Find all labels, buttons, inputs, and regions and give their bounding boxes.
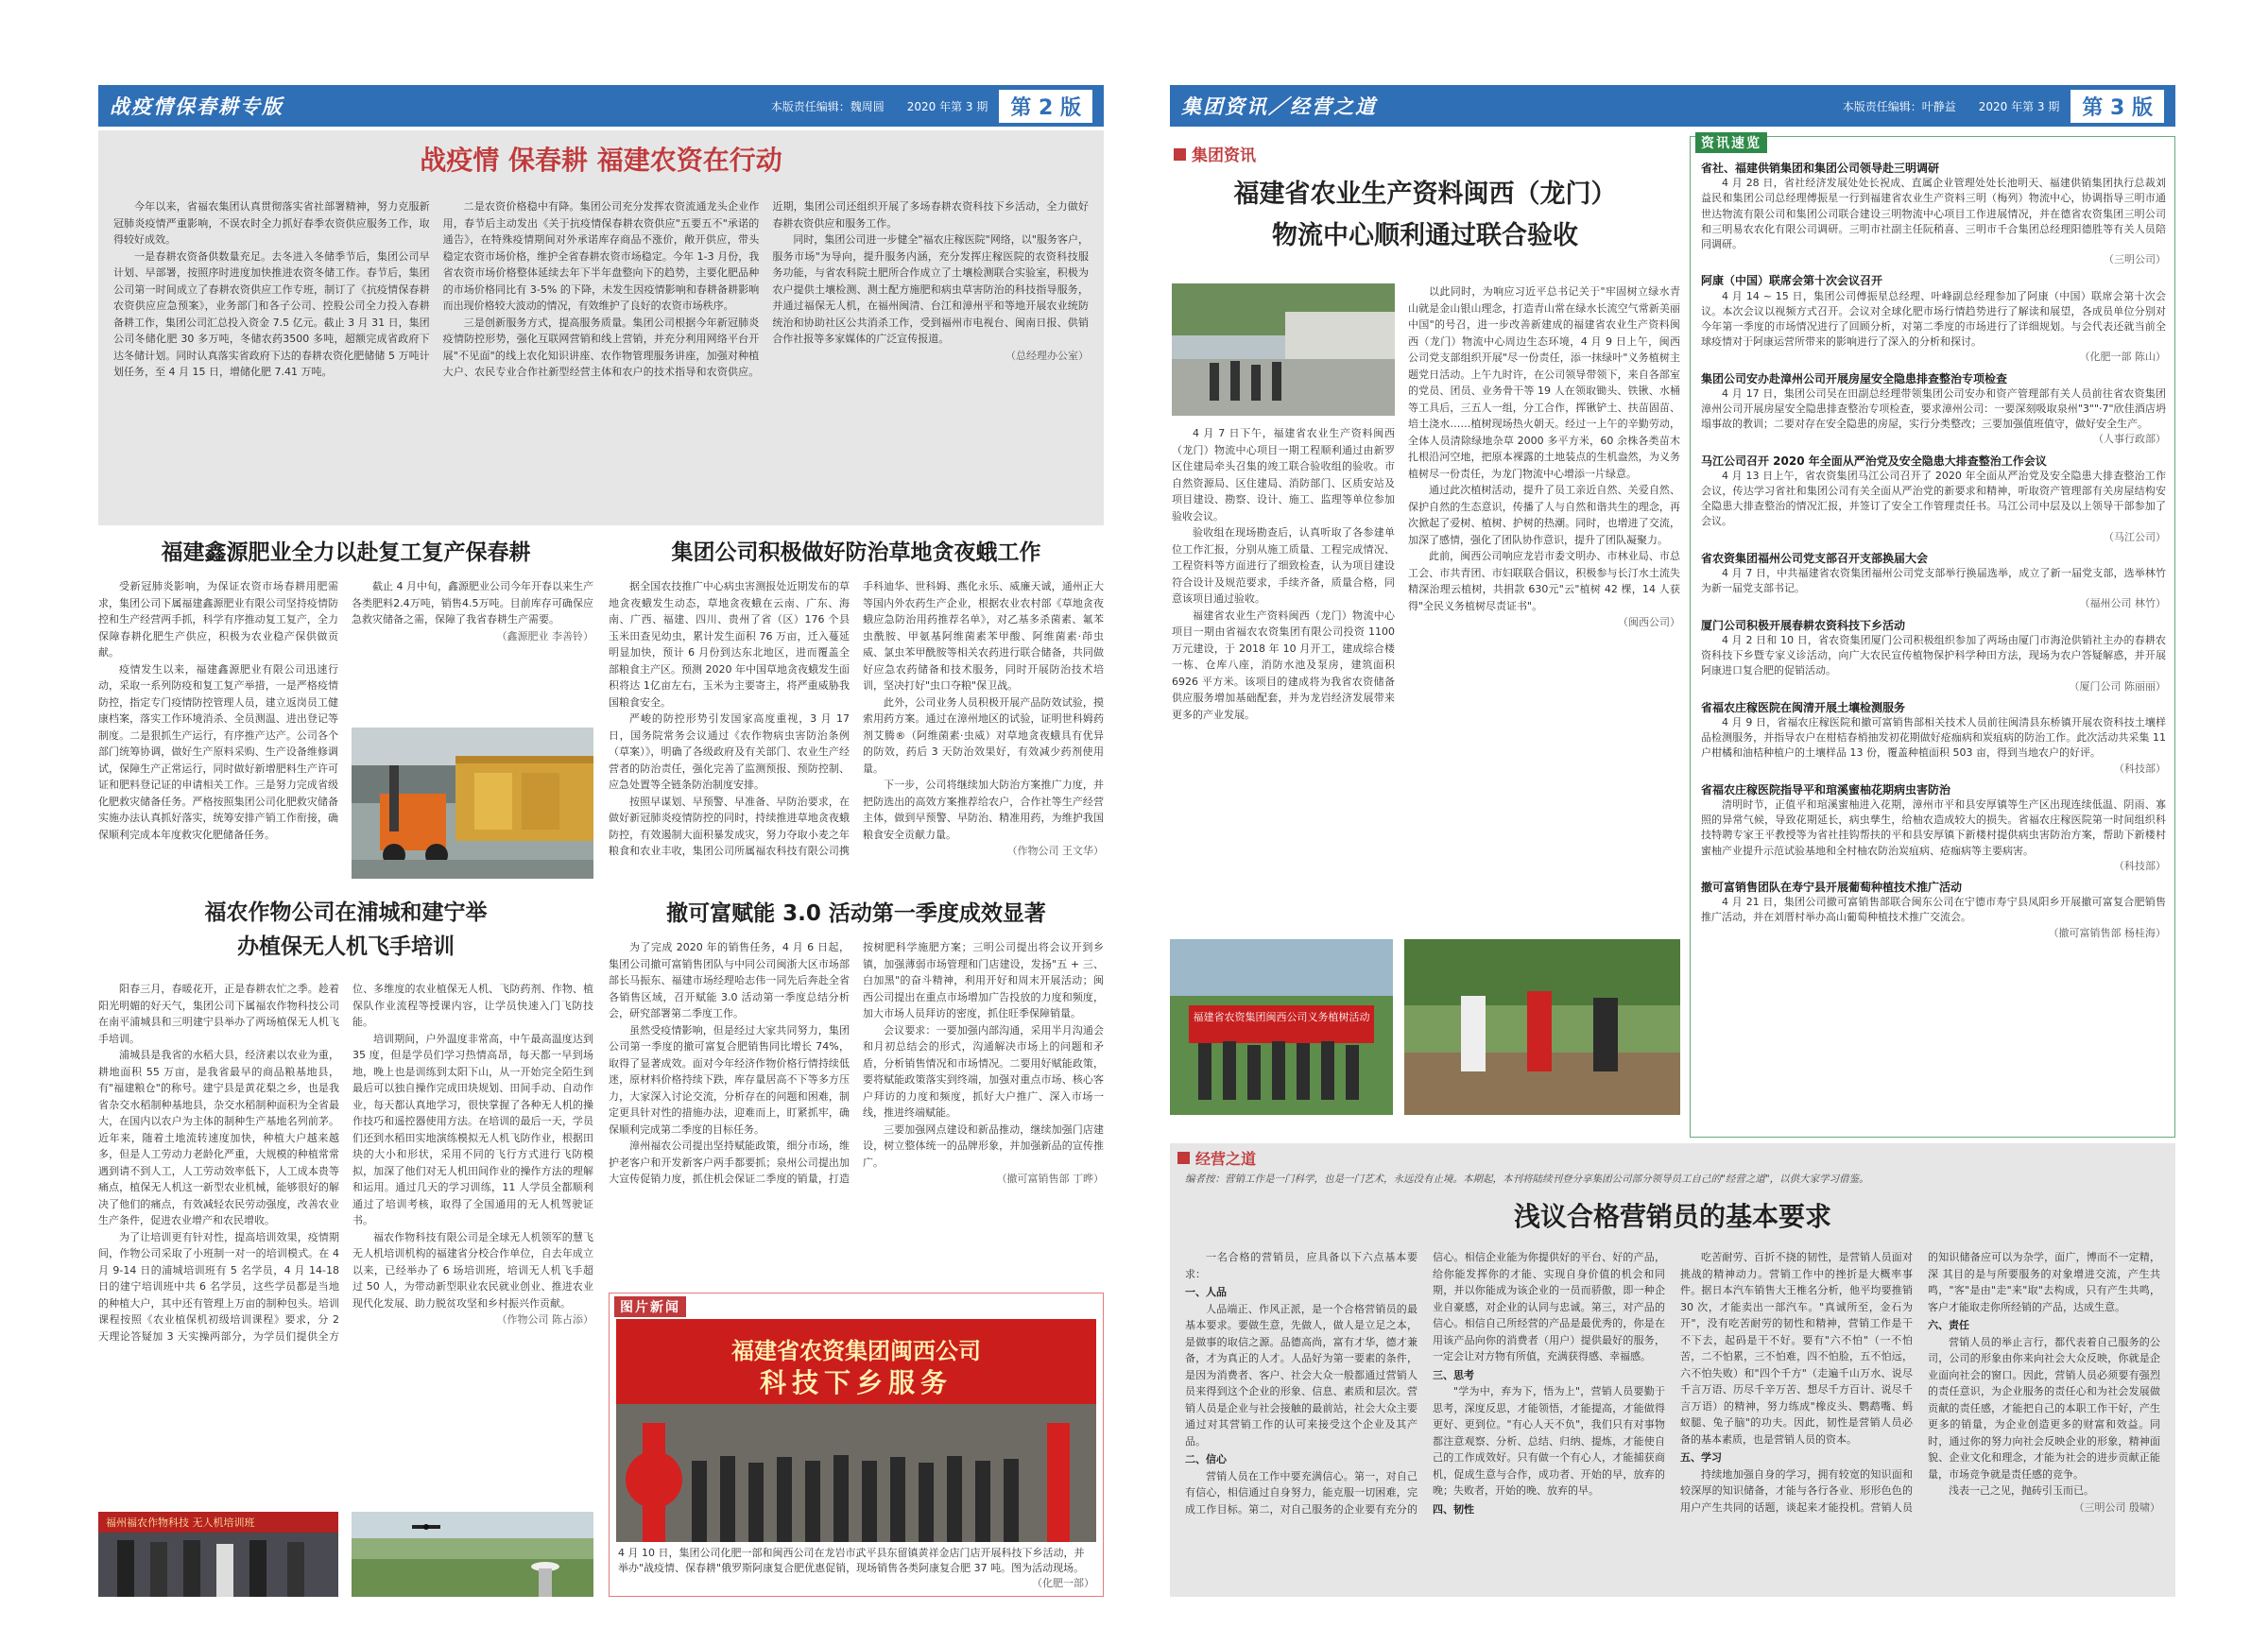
news-item-title: 集团公司安办赴漳州公司开展房屋安全隐患排查整治专项检查 (1701, 371, 2008, 386)
essay-section-body: "学为中，弃为下，悟为上"，营销人员要勤于思考，深度反思，才能领悟，才能提高，才能做得更好、更到位。"有心人天不负"，我们只有对事物都注意观察、分析、总结、归纳、提炼，才能使自己的工作成效好。只有做一个有心人，才能捕获商机，促成生意与合作，成功者、开始的早，放弃的晚；失败者，开始的晚、放弃的早。 (1433, 1385, 1665, 1497)
paragraph: 二是农资价格稳中有降。集团公司充分发挥农资流通龙头企业作用，春节后主动发出《关于抗疫情保春耕农资供应"五要五不"承诺的通告》，在特殊疫情期间对外承诺库存商品不涨价，敞开供应，带头稳定农资市场价格，维护全省春耕农资市场稳定。今年 1-3 月份，我省农资市场价格整体延续去年下半年盘整向下的趋势，主要化肥品种的市场价格同比有 3-5% 的下降，未发生因疫情影响和春耕备耕影响而出现价格较大波动的情况，有效维护了良好的农资市场秩序。 (442, 200, 760, 312)
issue-number: 2020 年第 3 期 (906, 99, 988, 113)
paragraph: 浦城县是我省的水稻大县，经济素以农业为重，耕地面积 55 万亩，是我省最早的商品粮基地县，有"福建粮仓"的称号。建宁县是黄花梨之乡，也是我省杂交水稻制种基地县，杂交水稻制种面积为全省最大，在国内以农户为主体的制种生产基地名列前茅。近年来，随着土地流转速度加快，种植大户越来越多，但是人工劳动力老龄化严重，大规模的种植常常遇到请不到人工，人工劳动效率低下，人工成本贵等痛点，植保无人机这一新型农业机械，能够很好的解决了他们的痛点，有效减轻农民劳动强度，改善农业生产条件，促进农业增产和农民增收。 (98, 1049, 339, 1226)
paragraph: 虽然受疫情影响，但是经过大家共同努力，集团公司第一季度的撤可富复合肥销售同比增长 74%，取得了显著成效。面对今年经济作物价格行情持续低迷，原材料价格持续下跌，库存量居高不下等多方压力，大家深入讨论交流，分析存在的问题和困难，制定更具针对性的措施办法，迎难而上，盯紧抓牢，确保顺利完成第二季度的目标任务。 (609, 1023, 850, 1136)
lead-article-body (113, 198, 1089, 518)
article-headline-armyworm: 集团公司积极做好防治草地贪夜蛾工作 (671, 540, 1041, 565)
paragraph: 受新冠肺炎影响，为保证农资市场春耕用肥需求，集团公司下属福建鑫源肥业有限公司坚持疫情防控和生产经营两手抓，科学有序推动复工复产，全力保障春耕化肥生产供应，积极为农业稳产保供做贡献。 (98, 580, 338, 659)
paragraph: 通过此次植树活动，提升了员工亲近自然、关爱自然、保护自然的生态意识，传播了人与自然和谐共生的理念，再次掀起了爱树、植树、护树的热潮。同时，也增进了交流，加深了感情，强化了团队协作意识，提升了团队凝聚力。 (1408, 484, 1680, 546)
editor-note: 编者按：营销工作是一门科学，也是一门艺术，永远没有止境。本期起，本刊将陆续刊登分享集团公司部分领导员工自己的"经营之道"，以供大家学习借鉴。 (1185, 1174, 1869, 1185)
tree-planting-banner: 福建省农资集团闽西公司义务植树活动 (1193, 1011, 1370, 1023)
paragraph: 此外，公司业务人员积极开展产品防效试验，摸索用药方案。通过在漳州地区的试验，证明世科姆药剂艾腾®（阿维菌素·虫威）对草地贪夜蛾具有优异的防效，药后 3 天防治效果好，有效减少药剂使用量。 (863, 695, 1104, 775)
essay-section-heading: 四、韧性 (1433, 1502, 1474, 1516)
news-item-source: （撤可富销售部 杨桂海） (2048, 926, 2166, 939)
quick-news-list (1701, 161, 2166, 1134)
page-3 (1170, 85, 2175, 1597)
byline: （作物公司 陈占添） (496, 1313, 593, 1326)
news-item-source: （三明公司） (2104, 253, 2166, 266)
news-item-source: （化肥一部 陈山） (2079, 351, 2166, 364)
news-item-body: 4 月 9 日，省福农庄稼医院和撤可富销售部相关技术人员前往闽清县东桥镇开展农资科技土壤样品检测服务，并指导农户在柑桔春梢抽发初花期做好疮痂病和炭疽病的防治工作。此次活动共采集 11 户柑橘和油桔种植户的土壤样品 13 份，覆盖种植面积 503 亩，得到当地农户的好评。 (1701, 715, 2166, 760)
essay-section-body: 营销人员在工作中要充满信心。第一，对自己有信心，相信通过自身努力，能克服一切困难，完成工作目标。第二，对自己服务的企业要有充分的信心。相信企业能为你提供好的平台、好的产品，给你能发挥你的才能、实现自身价值的机会和同期，并以你能成为该企业的一员而骄傲，即一种企业自豪感，对企业的认同与忠诚。第三，对产品的信心。相信自己所经营的产品是最优秀的，你是在用该产品向你的消费者（用户）提供最好的服务，一定会让对方物有所值，充满获得感、幸福感。 (1185, 1251, 1665, 1516)
news-item-source: （科技部） (2114, 762, 2166, 775)
main-headline (1170, 174, 1680, 257)
paragraph: 据全国农技推广中心病虫害测报处近期发布的草地贪夜蛾发生动态，草地贪夜蛾在云南、广东、海南、广西、福建、四川、贵州了省（区）176 个县玉米田查见幼虫，累计发生面积 76 万亩，迁入蔓延明显加快，预计 6 月份到达东北地区，进而覆盖全部粮食主产区。预测 2020 年中国草地贪夜蛾发生面积将达 1亿亩左右，玉米为主要寄主，将严重威胁我国粮食安全。 (609, 580, 850, 709)
armyworm-article-body (609, 578, 1104, 886)
news-item-body: 4 月 13 日上午，省农资集团马江公司召开了 2020 年全面从严治党及安全隐患大排查整治工作会议，传达学习省社和集团公司有关全面从严治党的新要求和精神，听取资产管理部有关房屋结构安全隐患大排查整治的情况汇报，并签订了安全工作管理责任书。马江公司中层及以上领导干部参加了会议。 (1701, 469, 2166, 528)
byline: （总经理办公室） (1005, 349, 1089, 362)
essay-intro: 一名合格的营销员，应具备以下六点基本要求： (1185, 1251, 1418, 1280)
drone-training-group-photo (98, 1512, 338, 1597)
tag-label: 集团资讯 (1192, 146, 1256, 165)
square-bullet-icon (1177, 1152, 1190, 1164)
paragraph: 今年以来，省福农集团认真贯彻落实省社部署精神，努力克服新冠肺炎疫情严重影响，不误农时全力抓好春季农资供应服务工作，取得较好成效。 (113, 200, 430, 246)
essay-closing: 浅表一己之见，抛砖引玉而已。 (1949, 1484, 2094, 1497)
news-item-title: 省福农庄稼医院指导平和琯溪蜜柚花期病虫害防治 (1701, 782, 1951, 797)
paragraph: 一是春耕农资备供数量充足。去冬进入冬储季节后，集团公司早计划、早部署，按照序时进度加快推进农资冬储工作。春节后，集团公司第一时间成立了春耕农资供应工作专班，制订了《抗疫情保春耕农资供应应急预案》，业务部门和各子公司、控股公司全力投入春耕备耕工作，集团公司汇总投入资金 7.5 亿元。截止 3 月 31 日，集团公司冬储化肥 30 多万吨，冬储农药3500 多吨，超额完成省政府下达冬储计划。同时认真落实省政府下达的春耕农资化肥储储 5 万吨计划任务，至 4 月 15 日，增储化肥 7.41 万吨。 (113, 249, 430, 378)
page-2 (98, 85, 1104, 1597)
news-item-source: （科技部） (2114, 859, 2166, 872)
forklift-warehouse-photo (352, 728, 593, 879)
news-item (1701, 371, 2166, 448)
news-item-title: 撤可富销售团队在寿宁县开展葡萄种植技术推广活动 (1701, 880, 1963, 894)
news-item (1701, 454, 2166, 545)
photo-news-tab: 图片新闻 (614, 1296, 686, 1317)
square-bullet-icon (1174, 148, 1186, 161)
logistics-body-col2 (1408, 283, 1680, 932)
paragraph: 漳州福农公司提出坚持赋能政策，细分市场，维护老客户和开发新客户两手都要抓；泉州公司提出加大宣传促销力度，抓住机会保证二季度的销量，打造按树肥科学施肥方案；三明公司提出将会议开到乡镇，加强薄弱市场管理和门店建设，发扬"五 + 三、白加黑"的奋斗精神，利用开好和周末开展活动；闽西公司提出在重点市场增加广告投放的力度和频度，加大市场人员拜访的密度，抓住旺季保障销量。 (609, 941, 1104, 1185)
news-item-source: （人事行政部） (2093, 433, 2166, 446)
quick-news-tab: 资讯速览 (1695, 132, 1767, 153)
news-item (1701, 551, 2166, 612)
lead-headline: 战疫情 保春耕 福建农资在行动 (420, 145, 782, 176)
issue-number: 2020 年第 3 期 (1978, 99, 2060, 113)
news-item-body: 4 月 28 日，省社经济发展处处长祝成、直属企业管理处处长池明天、福建供销集团执行总裁刘益民和集团公司总经理傅振星一行到福建省农业生产资料三明（梅列）物流中心，协调指导三明市通世达物流有限公司和集团公司联合建设三明物流中心项目工作进展情况，并在德省农资集团三明公司和三明易农农化有限公司调研。三明市社副主任阮稍喜、三明市千合集团总经理阳德胜等有关人员陪同调研。 (1701, 177, 2166, 251)
news-item-title: 省农资集团福州公司党支部召开支部换届大会 (1701, 551, 1929, 565)
essay-section-body: 人品端正、作风正派，是一个合格营销员的最基本要求。要做生意，先做人，做人是立足之本，是做事的取信之源。品德高尚，富有才华，德才兼备，才为真正的人才。人品好为第一要素的条件，是因为消费者、客户、社会大众一般都通过营销人员来得到这个企业的形象、信息、素质和层次。营销人员是企业与社会接触的最前站，社会大众主要通过对其营销工作的认可来接受这个企业及其产品。 (1185, 1302, 1418, 1448)
drone-training-headline-text: 福农作物公司在浦城和建宁举办植保无人机飞手培训 (204, 900, 488, 959)
page-header (98, 85, 1104, 127)
essay-section-heading: 六、责任 (1928, 1319, 1969, 1331)
essay-section-heading: 一、人品 (1185, 1286, 1227, 1298)
editor-credit: 本版责任编辑：叶静益 (1842, 99, 1956, 113)
news-item (1701, 618, 2166, 694)
news-item-body: 4 月 21 日，集团公司撤可富销售部联合闽东公司在宁德市寿宁县凤阳乡开展撤可富复合肥销售推广活动，并在刘厝村举办高山葡萄种植技术推广交流会。 (1701, 896, 2166, 924)
article-headline-xinyuan: 福建鑫源肥业全力以赴复工复产保春耕 (161, 540, 531, 565)
article-headline-fertilizer: 撤可富赋能 3.0 活动第一季度成效显著 (666, 901, 1046, 926)
paragraph: 下一步，公司将继续加大防治方案推广力度，并把防选出的高效方案推荐给农户，合作社等生产经营主体，做到早预警、早防治、精准用药，为维护我国粮食安全贡献力量。 (863, 779, 1104, 841)
byline: （撤可富销售部 丁晔） (996, 1173, 1104, 1185)
paragraph: 培训期间，户外温度非常高，中午最高温度达到 35 度，但是学员们学习热情高昂，每天都一早到场地，晚上也是训练到太阳下山，从一开始完全陌生到最后可以独自操作完成田块规划、田间手动、自动作业，每天都认真地学习，很快掌握了各种无人机的操作技巧和遥控器使用方法。在培训的最后一天，学员们还到水稻田实地演练模拟无人机飞防作业，根据田块的大小和形状，采用不同的飞行方式进行飞防模拟，加深了他们对无人机田间作业的操作方法的理解和运用。通过几天的学习训练，11 人学员全都顺利通过了培训考核，取得了全国通用的无人机驾驶证书。 (352, 1032, 593, 1226)
essay-section-heading: 三、思考 (1433, 1368, 1474, 1381)
business-tag (1177, 1147, 1256, 1169)
byline: （闽西公司） (1618, 616, 1680, 628)
news-item (1701, 161, 2166, 267)
paragraph: 福农作物科技有限公司是全球无人机领军的慧飞无人机培训机构的福建省分校合作单位，自去年成立以来，已经举办了 6 场培训班，培训无人机飞手超过 50 人，为带动新型职业农民就业创业、推进农业现代化发展、助力脱贫攻坚和乡村振兴作贡献。 (352, 1230, 593, 1310)
news-item-source: （福州公司 林竹） (2079, 597, 2166, 610)
essay-section-heading: 二、信心 (1185, 1453, 1227, 1465)
paragraph: 会议要求：一要加强内部沟通，采用半月沟通会和月初总结会的形式，沟通解决市场上的问题和矛盾，分析销售情况和市场情况。二要用好赋能政策，要将赋能政策落实到终端，加强对重点市场、核心客户拜访的力度和频度，抓好大户推广、深入市场一线，推进终端赋能。 (863, 1023, 1104, 1119)
news-item-source: （马江公司） (2104, 530, 2166, 543)
paragraph: 三是创新服务方式，提高服务质量。集团公司根据今年新冠肺炎疫情防控形势，强化互联网营销和线上营销，并充分利用网络平台开展"不见面"的线上农化知识讲座、农作物管理服务讲座，加强对种植大户、农民专业合作社新型经营主体和农户的技术指导和农资供应。近期，集团公司还组织开展了多场春耕农资科技下乡活动，全力做好春耕农资供应和服务工作。 (442, 200, 1089, 378)
paragraph: 验收组在现场勘查后，认真听取了各参建单位工作汇报，分别从施工质量、工程完成情况、工程资料等方面进行了细致检查，认为项目建设符合设计及规范要求，手续齐备，质量合格，同意该项目通过验收。 (1172, 526, 1395, 605)
caption-byline: （化肥一部） (1032, 1577, 1094, 1589)
paragraph: 按照早谋划、早预警、早准备、早防治要求，在做好新冠肺炎疫情防控的同时，持续推进草地贪夜蛾防控，有效遏制大面积暴发成灾，努力夺取小麦之年粮食和农业丰收，集团公司所属福农科技有限公司携手科迪华、世科姆、燕化永乐、威廉天诚，通州正大等国内外农药生产企业，根据农业农村部《草地贪夜蛾应急防治用药推荐名单》，对乙基多杀菌素、氟苯虫酰胺、甲氨基阿维菌素苯甲酸、阿维菌素·茚虫威、氯虫苯甲酰胺等相关农药进行联合储备，共同做好应急农药储备和技术服务，同时开展防治技术培训，坚决打好"虫口夺粮"保卫战。 (609, 580, 1104, 857)
news-item-body: 4 月 2 日和 10 日，省农资集团厦门公司积极组织参加了两场由厦门市海沧供销社主办的春耕农资科技下乡暨专家义诊活动，向广大农民宣传植物保护科学种田方法，现场为农户答疑解惑，并开展阿康进口复合肥的促销活动。 (1701, 633, 2166, 677)
news-item-title: 马江公司召开 2020 年全面从严治党及安全隐患大排查整治工作会议 (1701, 454, 2047, 468)
photo-banner-top: 福建省农资集团闽西公司 (731, 1338, 981, 1364)
page-number: 第 2 版 (999, 90, 1092, 123)
drone-training-banner-text: 福州福农作物科技 无人机培训班 (106, 1516, 255, 1529)
tree-planting-action-photo (1404, 939, 1680, 1115)
xinyuan-body-col2 (352, 578, 593, 722)
paragraph: 严峻的防控形势引发国家高度重视，3 月 17 日，国务院常务会议通过《农作物病虫害防治条例（草案）》，明确了各级政府及有关部门、农业生产经营者的防治责任，强化完善了监测预报、预防控制、应急处置等全链条防治制度安排。 (609, 712, 850, 791)
main-headline-line2: 物流中心顺利通过联合验收 (1272, 221, 1578, 250)
news-item (1701, 880, 2166, 941)
paragraph: 福建省农业生产资料闽西（龙门）物流中心项目一期由省福农农资集团有限公司投资 1100 万元建设，于 2018 年 10 月开工，建成综合楼一栋、仓库八座，消防水池及泵房，建筑面积 6926 平方米。该项目的建成将为我省农资储备供应服务增加基础配套，并为龙岩经济发展带来更多的产业发展。 (1172, 608, 1395, 721)
xinyuan-body-tail (98, 860, 338, 877)
drone-field-photo (352, 1512, 593, 1597)
byline: （作物公司 王文华） (1006, 845, 1104, 857)
paragraph: 为了完成 2020 年的销售任务，4 月 6 日起，集团公司撤可富销售团队与中同公司闽浙大区市场部部长马振东、福建市场经理哈志伟一同先后奔赴全省各销售区域，召开赋能 3.0 活动第一季度总结分析会，研究部署第二季度工作。 (609, 941, 850, 1020)
news-item-body: 4 月 17 日，集团公司吴在田副总经理带领集团公司安办和资产管理部有关人员前往省农资集团漳州公司开展房屋安全隐患排查整治专项检查，要求漳州公司：一要深刻吸取泉州"3""·7"欣佳酒店坍塌事故的教训；二要对存在安全隐患的房屋，实行分类整改；三要加强值班值守，做好安全生产。 (1701, 386, 2166, 431)
paragraph: 此前，闽西公司响应龙岩市委文明办、市林业局、市总工会、市共青团、市妇联联合倡议，积极参与长汀水土流失精深治理云植树，共捐款 630元"云"植树 42 棵，14 人获得"全民义务植树尽责证书"。 (1408, 550, 1680, 612)
tech-to-countryside-photo (616, 1319, 1096, 1542)
xinyuan-body-col1 (98, 578, 338, 858)
news-item-source: （厦门公司 陈丽丽） (2069, 679, 2166, 693)
news-item (1701, 273, 2166, 365)
paragraph: 三要加强网点建设和新品推动，继续加强门店建设，树立整体统一的品牌形象，并加强新品的宣传推广。 (863, 1122, 1104, 1169)
news-item-title: 阿康（中国）联席会第十次会议召开 (1701, 274, 1883, 288)
essay-body (1185, 1249, 2160, 1591)
news-item-title: 省社、福建供销集团和集团公司领导赴三明调研 (1701, 162, 1940, 175)
news-item-title: 省福农庄稼医院在闽清开展土壤检测服务 (1701, 700, 1906, 714)
news-item-body: 4 月 14 ~ 15 日，集团公司傅振星总经理、叶峰副总经理参加了阿康（中国）联席会第十次会议。本次会议以视频方式召开。会议对全球化肥市场行情趋势进行了解读和展望，各成员单位分别对今年第一季度的市场情况进行了回顾分析，对第二季度的市场进行了详细规划。与会代表还就当前全球疫情对于阿康运营所带来的影响进行了深入的分析和探讨。 (1701, 289, 2166, 349)
tag-label: 经营之道 (1195, 1150, 1257, 1168)
paragraph: 截止 4 月中旬，鑫源肥业公司今年开春以来生产各类肥料2.4万吨，销售4.5万吨。目前库存可确保应急救灾储备之需，保障了我省春耕生产需要。 (352, 580, 593, 625)
paragraph: 疫情发生以来，福建鑫源肥业有限公司迅速行动，采取一系列防疫和复工复产举措，一是严格疫情防控，指定专门疫情防控管理人员，建立返岗员工健康档案，落实工作环境消杀、全员测温、进出登记等制度。二是狠抓生产运行，有序推产达产。公司各个部门统筹协调，做好生产原料采购、生产设备维修调试，保障生产正常运行，同时做好新增肥料生产许可证和肥料登记证的申请相关工作。三是努力完成省级化肥救灾储备任务。严格按照集团公司化肥救灾储备实施办法认真抓好落实，统筹安排产销工作衔接，确保顺利完成本年度救灾化肥储备任务。 (98, 662, 338, 841)
essay-section-heading: 五、学习 (1680, 1451, 1722, 1464)
essay-byline: （三明公司 殷啸） (2073, 1500, 2160, 1514)
news-item-body: 清明时节，正值平和琯溪蜜柚进入花期，漳州市平和县安厚镇等生产区出现连续低温、阴雨、寡照的异常气候，导致花期延长，病虫孳生，给柚农造成较大的损失。省福农庄稼医院第一时间组织科技特聘专家王平教授等为省社挂钩帮扶的平和县安厚镇下新楼村提供病虫害防治方案，帮助下新楼村蜜柚产业提升示范试验基地和全村柚农防治炭疽病、疮痂病等主要病害。 (1701, 797, 2166, 857)
page-number: 第 3 版 (2070, 90, 2164, 123)
news-item-title: 厦门公司积极开展春耕农资科技下乡活动 (1701, 618, 1906, 632)
paragraph: 为了让培训更有针对性，提高培训效果，疫情期间，作物公司采取了小班制一对一的培训模式。在 4 月 9-14 日的浦城培训班有 5 名学员，4 月 14-18 日的建宁培训班中共 6 名学员，这些学员都是当地的种植大户，其中还有管理上万亩的制种包头。培训课程按照《农业植保机初级培训课程》要求，分 2 天理论答疑加 3 天实操两部分，为学员们提供全方位、多维度的农业植保无人机、飞防药剂、作物、植保队作业流程等授课内容，让学员快速入门飞防技能。 (98, 983, 593, 1343)
drone-training-headline (98, 896, 593, 964)
byline: （鑫源肥业 李善铃） (496, 629, 593, 643)
section-name: 集团资讯／经营之道 (1181, 94, 1377, 118)
paragraph: 同时，集团公司进一步健全"福农庄稼医院"网络，以"服务客户，服务市场"为导向，提升服务内涵，充分发挥庄稼医院的农资科技服务功能，与省农科院土肥所合作成立了土壤检测联合实验室，积极为农户提供土壤检测、测土配方施肥和病虫草害防治的科技指导服务，并通过福保无人机，在福州闽清、台江和漳州平和等地开展农业统防统治和协助社区公共消杀工作，受到福州市电视台、闽南日报、供销合作社报等多家媒体的广泛宣传报道。 (772, 233, 1089, 345)
photo-banner-main: 科技下乡服务 (759, 1367, 953, 1398)
main-headline-line1: 福建省农业生产资料闽西（龙门） (1233, 180, 1617, 209)
page-header (1170, 85, 2175, 127)
essay-section-body: 持续地加强自身的学习，拥有较宽的知识面和较深厚的知识储备，才能与各行各业、形形色色的用户产生共同的话题，谈起来才能投机。营销人员的知识储备应可以为杂学，面广，博而不一定精，深 其目的是与所要服务的对象增进交流，产生共鸣，"客"是由"走"来"取"去构成，只有产生共鸣，客户才能取走你所经销的产品，达成生意。 (1680, 1251, 2160, 1514)
logistics-body-col1 (1172, 425, 1395, 932)
group-news-tag (1174, 142, 1256, 165)
caption-text: 4 月 10 日，集团公司化肥一部和闽西公司在龙岩市武平县东留镇黄祥金店门店开展科技下乡活动，并举办"战疫情、保春耕"俄罗斯阿康复合肥优惠促销，现场销售各类阿康复合肥 37 吨。图为活动现场。 (618, 1547, 1085, 1574)
photo-news-caption (618, 1546, 1094, 1595)
section-name: 战疫情保春耕专版 (110, 94, 284, 118)
paragraph: 4 月 7 日下午，福建省农业生产资料闽西（龙门）物流中心项目一期工程顺利通过由新罗区住建局牵头召集的竣工联合验收组的验收。市自然资源局、区住建局、消防部门、区质安站及项目建设、勘察、设计、施工、监理等单位参加验收会议。 (1172, 427, 1395, 523)
editor-credit: 本版责任编辑：魏周圆 (770, 99, 885, 113)
drone-training-body (98, 981, 593, 1508)
news-item-body: 4 月 7 日，中共福建省农资集团福州公司党支部举行换届选举，成立了新一届党支部，选举林竹为新一届党支部书记。 (1701, 567, 2166, 595)
paragraph: 以此同时，为响应习近平总书记关于"牢固树立绿水青山就是金山银山理念，打造青山常在绿水长流空气常新美丽中国"的号召，进一步改善新建成的福建省农业生产资料闽西（龙门）物流中心周边生态环境，4 月 9 日上午，闽西公司党支部组织开展"尽一份责任，添一抹绿叶"义务植树主题党日活动。上午九时许，在公司领导带领下，来自各部室的党员、团员、业务骨干等 19 人在领取锄头、铁锹、水桶等工具后，三五人一组，分工合作，挥锹铲土、扶苗固苗、培土浇水……植树现场热火朝天。经过一上午的辛勤劳动，全体人员清除绿地杂草 2000 多平方米，60 余株各类苗木扎根沿河空地，把原本裸露的土地装点的生机盎然，为义务植树尽一份责任，为龙门物流中心增添一片绿意。 (1408, 285, 1680, 480)
fertilizer-article-body (609, 939, 1104, 1291)
tree-planting-group-photo (1170, 939, 1393, 1115)
news-item (1701, 782, 2166, 874)
logistics-center-photo (1172, 283, 1395, 416)
paragraph: 阳春三月，春暖花开，正是春耕农忙之季。趁着阳光明媚的好天气，集团公司下属福农作物科技公司在南平浦城县和三明建宁县举办了两场植保无人机飞手培训。 (98, 983, 339, 1045)
essay-section-body: 营销人员的举止言行，都代表着自己服务的公司，公司的形象由你来向社会大众反映，你就是企业面向社会的窗口。因此，营销人员必须要有强烈的责任意识，为企业服务的责任心和为社会发展做贡献的责任感，才能把自己的本职工作干好，产生更多的销量，为企业创造更多的财富和效益。同时，通过你的努力向社会反映企业的形象，精神面貌、企业文化和理念，才能为社会的进步贡献正能量，市场竞争就是责任感的竞争。 (1928, 1335, 2160, 1481)
essay-section-body: 吃苦耐劳、百折不挠的韧性，是营销人员面对挑战的精神动力。营销工作中的挫折是大概率事件。据日本汽车销售大王椎名分析，他平均要推销 30 次，才能卖出一部汽车。"真诚所至，金石为开"，没有吃苦耐劳的韧性和精神，营销工作是干不下去，起码是干不好。要有"六不怕"（一不怕苦，二不怕累，三不怕难，四不怕脸，五不怕远，六不怕失败）和"四个千方"（走遍千山万水、说尽千言万语、历尽千辛万苦、想尽千方百计、说尽千言万语）的精神，努力练成"橡皮头、鹦鹉嘴、蚂蚁腿、兔子脑"的功夫。因此，韧性是营销人员必备的基本素质，也是营销人员的资本。 (1680, 1251, 1913, 1446)
essay-headline: 浅议合格营销员的基本要求 (1513, 1201, 1831, 1232)
news-item (1701, 700, 2166, 777)
